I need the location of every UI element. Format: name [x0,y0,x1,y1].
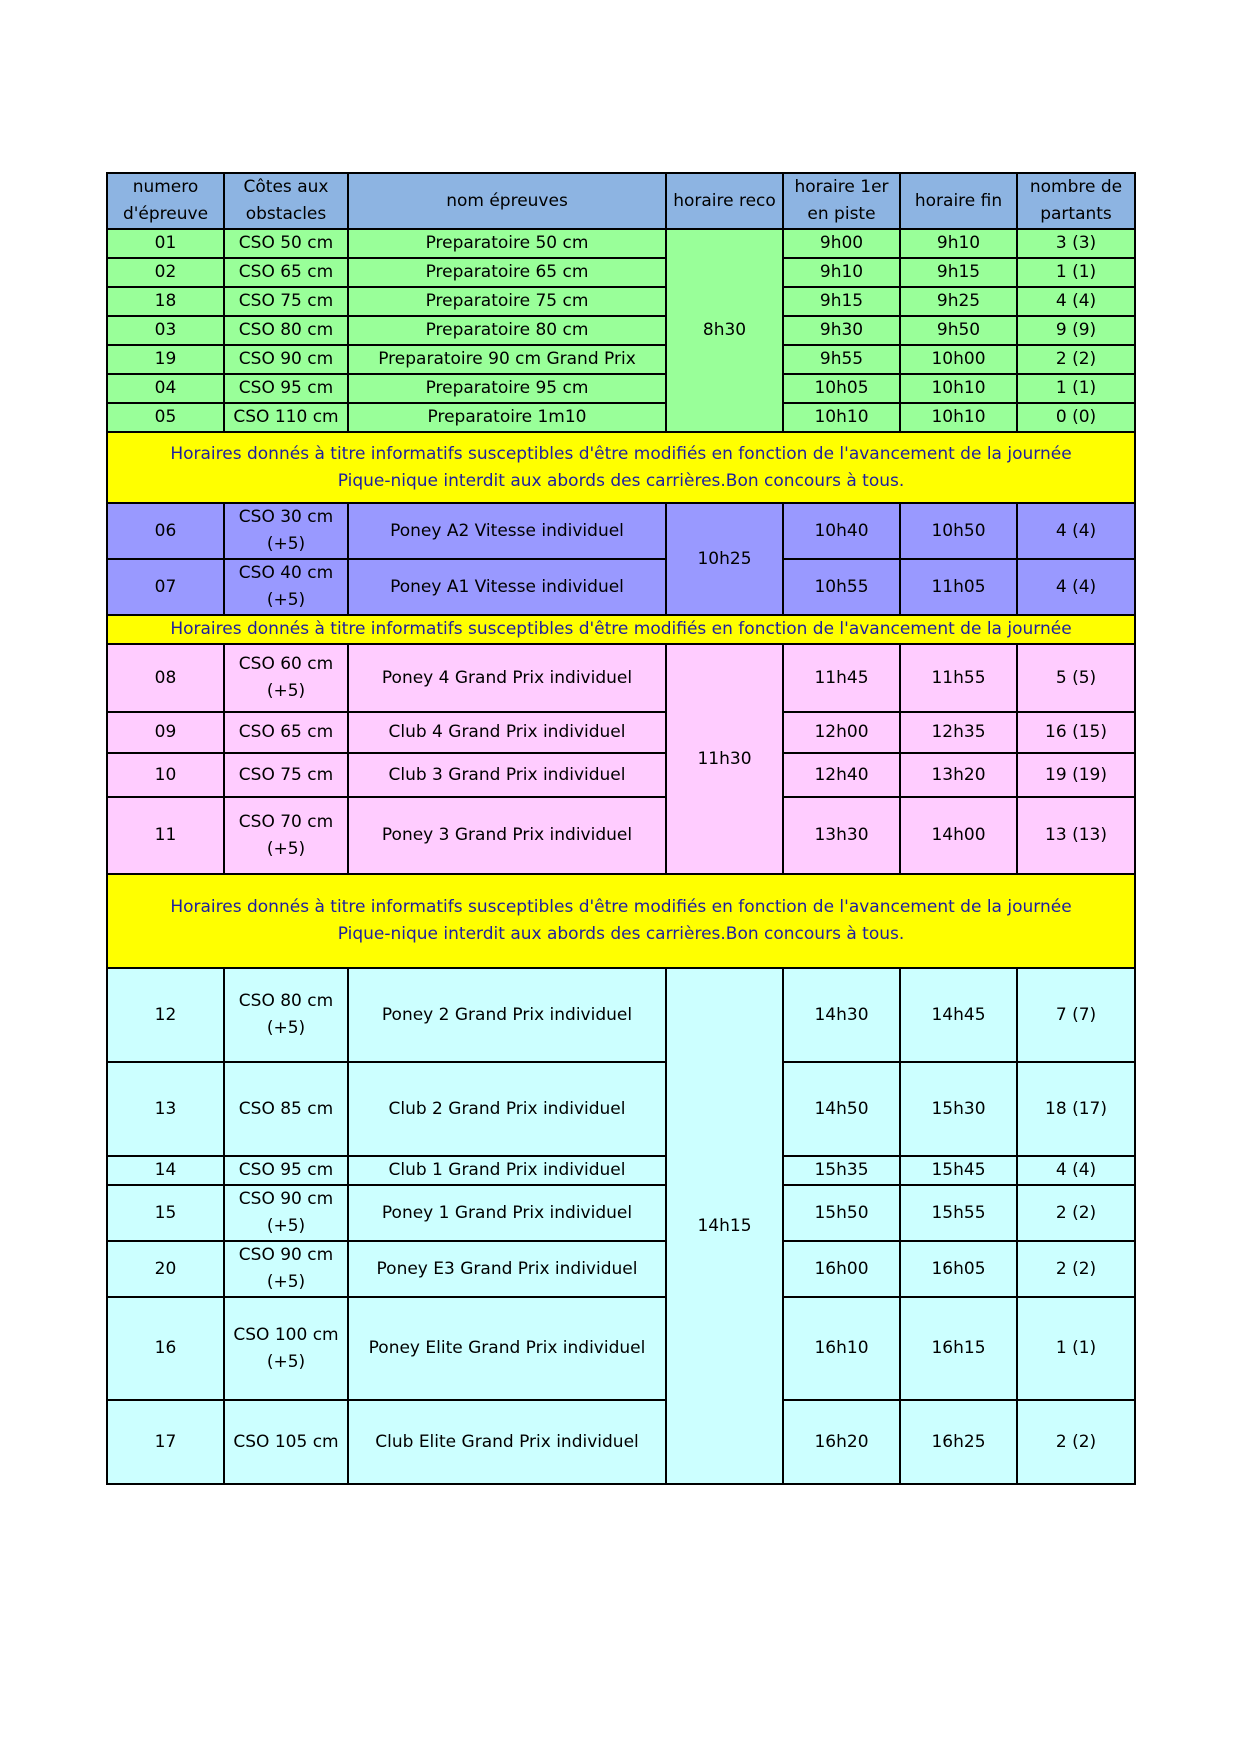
cell-horaire-1er: 9h00 [783,229,900,258]
cell-cote: CSO 75 cm [224,753,348,797]
cote-value: CSO 80 cm [238,991,334,1011]
table-row [107,753,1135,797]
schedule-table [106,172,1136,1485]
cell-nom: Preparatoire 75 cm [348,287,666,316]
cell-partants: 4 (4) [1017,287,1135,316]
cell-horaire-1er: 16h00 [783,1241,900,1297]
cell-nom: Poney 4 Grand Prix individuel [348,644,666,712]
cell-cote [224,559,348,615]
cell-partants: 1 (1) [1017,1297,1135,1400]
notice-row [107,615,1135,644]
cell-horaire-fin: 12h35 [900,712,1017,753]
cell-numero: 20 [107,1241,224,1297]
cell-horaire-1er: 10h40 [783,503,900,559]
cote-bonus: (+5) [266,1216,306,1236]
cell-nom: Preparatoire 1m10 [348,403,666,432]
cell-partants: 2 (2) [1017,1185,1135,1241]
cell-nom: Poney A2 Vitesse individuel [348,503,666,559]
table-row [107,229,1135,258]
cell-partants: 4 (4) [1017,1156,1135,1185]
header-nom: nom épreuves [348,173,666,229]
cell-nom: Preparatoire 65 cm [348,258,666,287]
cote-value: CSO 90 cm [238,1189,334,1209]
header-numero: numero d'épreuve [107,173,224,229]
cell-cote: CSO 50 cm [224,229,348,258]
cell-cote [224,503,348,559]
table-row [107,345,1135,374]
cell-nom: Preparatoire 50 cm [348,229,666,258]
notice-row [107,432,1135,503]
table-row [107,1400,1135,1484]
cell-partants: 3 (3) [1017,229,1135,258]
cell-horaire-fin: 14h00 [900,797,1017,874]
cell-numero: 17 [107,1400,224,1484]
cell-horaire-1er: 16h10 [783,1297,900,1400]
notice-info-text: Horaires donnés à titre informatifs susceptibles d'être modifiés en fonction de l'avancement de la journée [170,619,1072,639]
cote-value: CSO 70 cm [238,811,334,832]
cell-horaire-1er: 16h20 [783,1400,900,1484]
table-row [107,644,1135,712]
header-row [107,173,1135,229]
table-row [107,1156,1135,1185]
cell-numero: 07 [107,559,224,615]
cell-partants: 19 (19) [1017,753,1135,797]
cell-partants: 2 (2) [1017,345,1135,374]
cell-horaire-fin: 9h25 [900,287,1017,316]
cell-cote: CSO 65 cm [224,712,348,753]
cell-horaire-fin: 16h25 [900,1400,1017,1484]
notice-banner [107,615,1135,644]
cell-partants: 4 (4) [1017,503,1135,559]
cell-horaire-fin: 13h20 [900,753,1017,797]
cell-horaire-fin: 11h05 [900,559,1017,615]
table-row [107,374,1135,403]
cell-horaire-1er: 10h55 [783,559,900,615]
cell-numero: 09 [107,712,224,753]
cell-horaire-1er: 10h10 [783,403,900,432]
cell-horaire-fin: 15h45 [900,1156,1017,1185]
cell-numero: 19 [107,345,224,374]
cell-cote: CSO 110 cm [224,403,348,432]
cell-nom: Poney 1 Grand Prix individuel [348,1185,666,1241]
cell-nom: Poney Elite Grand Prix individuel [348,1297,666,1400]
cote-bonus: (+5) [266,590,306,610]
cell-partants: 16 (15) [1017,712,1135,753]
cell-cote: CSO 95 cm [224,1156,348,1185]
cell-cote [224,1297,348,1400]
cell-horaire-1er: 11h45 [783,644,900,712]
cell-partants: 13 (13) [1017,797,1135,874]
cell-horaire-reco: 14h15 [666,968,783,1484]
cell-nom: Poney E3 Grand Prix individuel [348,1241,666,1297]
cell-horaire-fin: 15h30 [900,1062,1017,1156]
cell-cote [224,644,348,712]
cell-partants: 18 (17) [1017,1062,1135,1156]
cell-nom: Club 1 Grand Prix individuel [348,1156,666,1185]
cell-cote: CSO 95 cm [224,374,348,403]
table-row [107,1297,1135,1400]
cell-cote [224,1241,348,1297]
cell-nom: Preparatoire 95 cm [348,374,666,403]
table-row [107,968,1135,1062]
cell-horaire-1er: 9h10 [783,258,900,287]
cell-cote [224,1185,348,1241]
header-horaire-fin: horaire fin [900,173,1017,229]
table-row [107,1185,1135,1241]
cell-horaire-fin: 9h50 [900,316,1017,345]
cell-cote: CSO 90 cm [224,345,348,374]
cell-horaire-reco: 8h30 [666,229,783,432]
notice-picnic-text: Pique-nique interdit aux abords des carrières.Bon concours à tous. [337,924,905,944]
cell-numero: 04 [107,374,224,403]
cell-numero: 13 [107,1062,224,1156]
cell-horaire-fin: 15h55 [900,1185,1017,1241]
cell-horaire-1er: 9h30 [783,316,900,345]
cell-partants: 1 (1) [1017,258,1135,287]
cote-bonus: (+5) [266,534,306,554]
cote-value: CSO 90 cm [238,1245,334,1265]
cell-numero: 14 [107,1156,224,1185]
table-row [107,712,1135,753]
header-partants: nombre de partants [1017,173,1135,229]
cell-horaire-1er: 12h00 [783,712,900,753]
table-row [107,258,1135,287]
cell-nom: Preparatoire 80 cm [348,316,666,345]
table-row [107,287,1135,316]
cell-horaire-reco: 11h30 [666,644,783,874]
cote-bonus: (+5) [266,1272,306,1292]
cell-nom: Club Elite Grand Prix individuel [348,1400,666,1484]
cell-cote: CSO 65 cm [224,258,348,287]
cell-horaire-fin: 10h10 [900,374,1017,403]
cell-numero: 11 [107,797,224,874]
notice-info-text: Horaires donnés à titre informatifs susceptibles d'être modifiés en fonction de l'avancement de la journée [170,443,1072,464]
cell-partants: 2 (2) [1017,1400,1135,1484]
cell-nom: Club 2 Grand Prix individuel [348,1062,666,1156]
cote-bonus: (+5) [266,1351,306,1372]
cell-horaire-fin: 10h10 [900,403,1017,432]
cell-numero: 03 [107,316,224,345]
table-row [107,1062,1135,1156]
cote-value: CSO 100 cm [233,1324,339,1345]
cell-cote: CSO 105 cm [224,1400,348,1484]
cell-partants: 5 (5) [1017,644,1135,712]
cell-horaire-1er: 9h15 [783,287,900,316]
cell-nom: Club 4 Grand Prix individuel [348,712,666,753]
cell-horaire-fin: 16h05 [900,1241,1017,1297]
cell-numero: 02 [107,258,224,287]
cell-horaire-fin: 16h15 [900,1297,1017,1400]
cell-nom: Preparatoire 90 cm Grand Prix [348,345,666,374]
cell-horaire-1er: 13h30 [783,797,900,874]
cell-nom: Club 3 Grand Prix individuel [348,753,666,797]
cell-nom: Poney 3 Grand Prix individuel [348,797,666,874]
cell-cote [224,797,348,874]
cell-horaire-fin: 10h00 [900,345,1017,374]
cell-nom: Poney A1 Vitesse individuel [348,559,666,615]
cell-numero: 15 [107,1185,224,1241]
cell-partants: 1 (1) [1017,374,1135,403]
cote-bonus: (+5) [266,681,306,701]
cell-partants: 2 (2) [1017,1241,1135,1297]
cote-value: CSO 40 cm [238,563,334,583]
cote-value: CSO 30 cm [238,507,334,527]
cell-horaire-fin: 11h55 [900,644,1017,712]
cell-horaire-reco: 10h25 [666,503,783,615]
header-horaire-1er: horaire 1er en piste [783,173,900,229]
table-row [107,559,1135,615]
cell-horaire-1er: 9h55 [783,345,900,374]
header-cotes: Côtes aux obstacles [224,173,348,229]
cell-numero: 05 [107,403,224,432]
cell-partants: 0 (0) [1017,403,1135,432]
cell-nom: Poney 2 Grand Prix individuel [348,968,666,1062]
cell-cote: CSO 80 cm [224,316,348,345]
cell-horaire-1er: 12h40 [783,753,900,797]
cell-horaire-1er: 14h50 [783,1062,900,1156]
cote-bonus: (+5) [266,838,306,859]
cell-partants: 4 (4) [1017,559,1135,615]
table-row [107,1241,1135,1297]
cell-numero: 16 [107,1297,224,1400]
cell-numero: 18 [107,287,224,316]
cell-horaire-1er: 10h05 [783,374,900,403]
cell-horaire-1er: 14h30 [783,968,900,1062]
cell-horaire-fin: 9h15 [900,258,1017,287]
table-row [107,503,1135,559]
cell-numero: 08 [107,644,224,712]
cell-cote: CSO 85 cm [224,1062,348,1156]
cell-numero: 01 [107,229,224,258]
cell-numero: 10 [107,753,224,797]
table-row [107,316,1135,345]
cell-partants: 9 (9) [1017,316,1135,345]
cote-bonus: (+5) [266,1018,306,1038]
cell-partants: 7 (7) [1017,968,1135,1062]
cell-horaire-fin: 14h45 [900,968,1017,1062]
cell-numero: 06 [107,503,224,559]
notice-picnic-text: Pique-nique interdit aux abords des carrières.Bon concours à tous. [337,470,905,491]
cell-horaire-fin: 10h50 [900,503,1017,559]
notice-info-text: Horaires donnés à titre informatifs susceptibles d'être modifiés en fonction de l'avancement de la journée [170,897,1072,917]
cell-cote: CSO 75 cm [224,287,348,316]
notice-banner [107,432,1135,503]
cote-value: CSO 60 cm [238,654,334,674]
cell-numero: 12 [107,968,224,1062]
cell-horaire-fin: 9h10 [900,229,1017,258]
cell-horaire-1er: 15h35 [783,1156,900,1185]
cell-cote [224,968,348,1062]
table-row [107,797,1135,874]
cell-horaire-1er: 15h50 [783,1185,900,1241]
notice-banner [107,874,1135,968]
table-row [107,403,1135,432]
header-horaire-reco: horaire reco [666,173,783,229]
notice-row [107,874,1135,968]
